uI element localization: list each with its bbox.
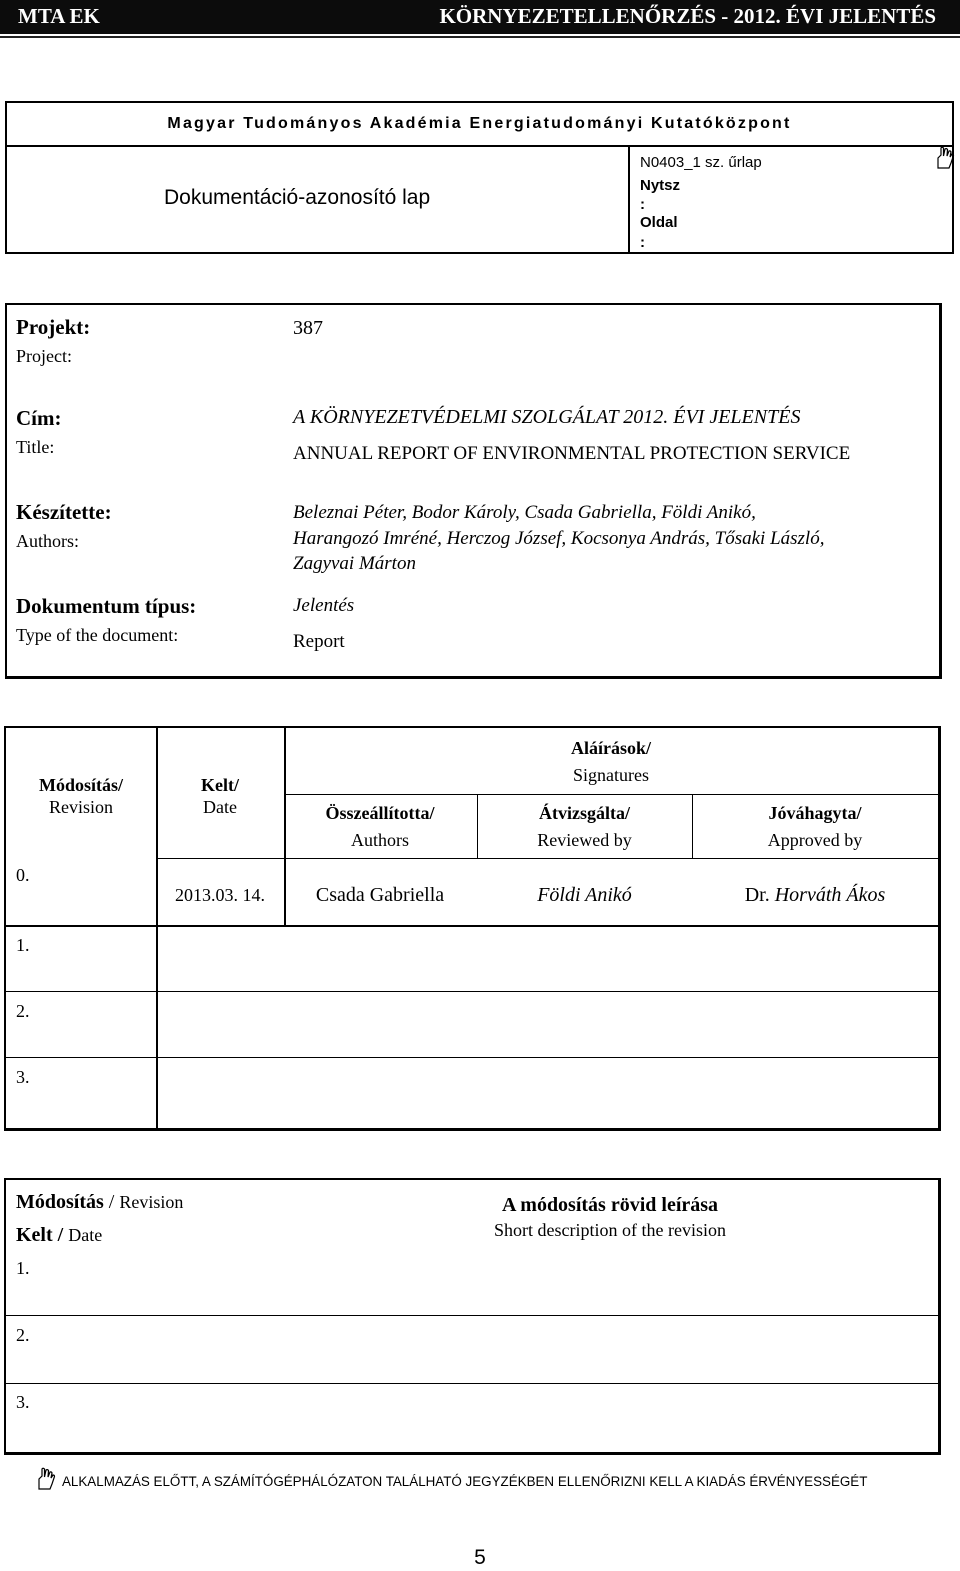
rev-sep: / bbox=[108, 1191, 115, 1213]
project-label-en: Project: bbox=[16, 346, 72, 366]
date-label: Kelt bbox=[16, 1224, 53, 1246]
authors-line-2: Harangozó Imréné, Herczog József, Kocsonya András, Tősaki László, bbox=[293, 528, 825, 549]
revision-date: 2013.03. 14. bbox=[175, 885, 265, 905]
nytsz-colon: : bbox=[640, 196, 645, 213]
project-value: 387 bbox=[293, 317, 323, 339]
rev-label-en: Revision bbox=[119, 1192, 184, 1212]
col-date-en: Date bbox=[203, 797, 237, 817]
validity-notice: ALKALMAZÁS ELŐTT, A SZÁMÍTÓGÉPHÁLÓZATON TALÁLHATÓ JEGYZÉKBEN ELLENŐRIZNI KELL A KIADÁS ÉRVÉNYESSÉGÉT bbox=[62, 1474, 868, 1489]
authors-line-1: Beleznai Péter, Bodor Károly, Csada Gabriella, Földi Anikó, bbox=[293, 502, 756, 523]
rev-label-line bbox=[16, 1191, 183, 1214]
title-label: Cím: bbox=[16, 406, 62, 430]
col-reviewed: Átvizsgálta/ bbox=[539, 803, 630, 823]
revision-number: 1. bbox=[16, 935, 30, 955]
signatures-header: Aláírások/ bbox=[570, 738, 651, 758]
doctype-value: Jelentés bbox=[293, 595, 355, 616]
col-date: Kelt/ bbox=[201, 775, 239, 795]
form-number: N0403_1 sz. űrlap bbox=[640, 154, 762, 171]
oldal-colon: : bbox=[640, 234, 645, 251]
signatures-header-en: Signatures bbox=[573, 765, 649, 785]
title-value-en: ANNUAL REPORT OF ENVIRONMENTAL PROTECTION SERVICE bbox=[293, 443, 851, 464]
col-revision: Módosítás/ bbox=[38, 775, 123, 795]
rev-label: Módosítás bbox=[16, 1191, 104, 1213]
project-label: Projekt: bbox=[16, 315, 91, 339]
revision-number: 2. bbox=[16, 1001, 30, 1021]
date-label-line bbox=[16, 1224, 102, 1247]
desc-row-number: 1. bbox=[16, 1258, 30, 1278]
col-authors: Összeállította/ bbox=[325, 803, 435, 823]
header-rule bbox=[0, 36, 960, 38]
authors-label-en: Authors: bbox=[16, 531, 79, 551]
desc-title-en: Short description of the revision bbox=[494, 1220, 726, 1240]
pointing-hand-icon bbox=[36, 1467, 58, 1491]
nytsz-label: Nytsz bbox=[640, 177, 681, 194]
title-value: A KÖRNYEZETVÉDELMI SZOLGÁLAT 2012. ÉVI JELENTÉS bbox=[293, 406, 801, 428]
col-revision-en: Revision bbox=[48, 797, 113, 817]
col-approved-en: Approved by bbox=[767, 830, 863, 850]
doctype-label: Dokumentum típus: bbox=[16, 594, 197, 618]
approver-prefix: Dr. bbox=[744, 884, 770, 906]
desc-row-number: 2. bbox=[16, 1325, 30, 1345]
revision-approver bbox=[692, 884, 938, 907]
col-authors-en: Authors bbox=[351, 830, 409, 850]
col-reviewed-en: Reviewed by bbox=[537, 830, 632, 850]
pointing-hand-icon bbox=[935, 146, 957, 170]
page-header bbox=[0, 0, 960, 34]
col-approved: Jóváhagyta/ bbox=[768, 803, 862, 823]
approver-name: Horváth Ákos bbox=[774, 884, 886, 906]
revision-reviewer: Földi Anikó bbox=[537, 884, 632, 906]
revision-number: 0. bbox=[16, 865, 30, 885]
oldal-label: Oldal bbox=[640, 214, 678, 231]
authors-line-3: Zagyvai Márton bbox=[293, 553, 416, 574]
page-number: 5 bbox=[474, 1546, 486, 1569]
date-label-en: Date bbox=[68, 1225, 103, 1245]
institution-name: Magyar Tudományos Akadémia Energiatudományi Kutatóközpont bbox=[167, 115, 792, 132]
date-sep: / bbox=[57, 1224, 64, 1246]
project-box bbox=[5, 303, 942, 679]
revision-number: 3. bbox=[16, 1067, 30, 1087]
desc-row-number: 3. bbox=[16, 1392, 30, 1412]
doctype-value-en: Report bbox=[293, 631, 345, 652]
header-right: KÖRNYEZETELLENŐRZÉS - 2012. ÉVI JELENTÉS bbox=[439, 4, 936, 28]
title-label-en: Title: bbox=[16, 437, 55, 457]
desc-title: A módosítás rövid leírása bbox=[501, 1194, 719, 1216]
authors-label: Készítette: bbox=[16, 500, 112, 524]
header-left: MTA EK bbox=[18, 4, 100, 28]
revision-author: Csada Gabriella bbox=[315, 884, 445, 906]
sheet-title: Dokumentáció-azonosító lap bbox=[164, 186, 431, 209]
doctype-label-en: Type of the document: bbox=[16, 625, 179, 645]
